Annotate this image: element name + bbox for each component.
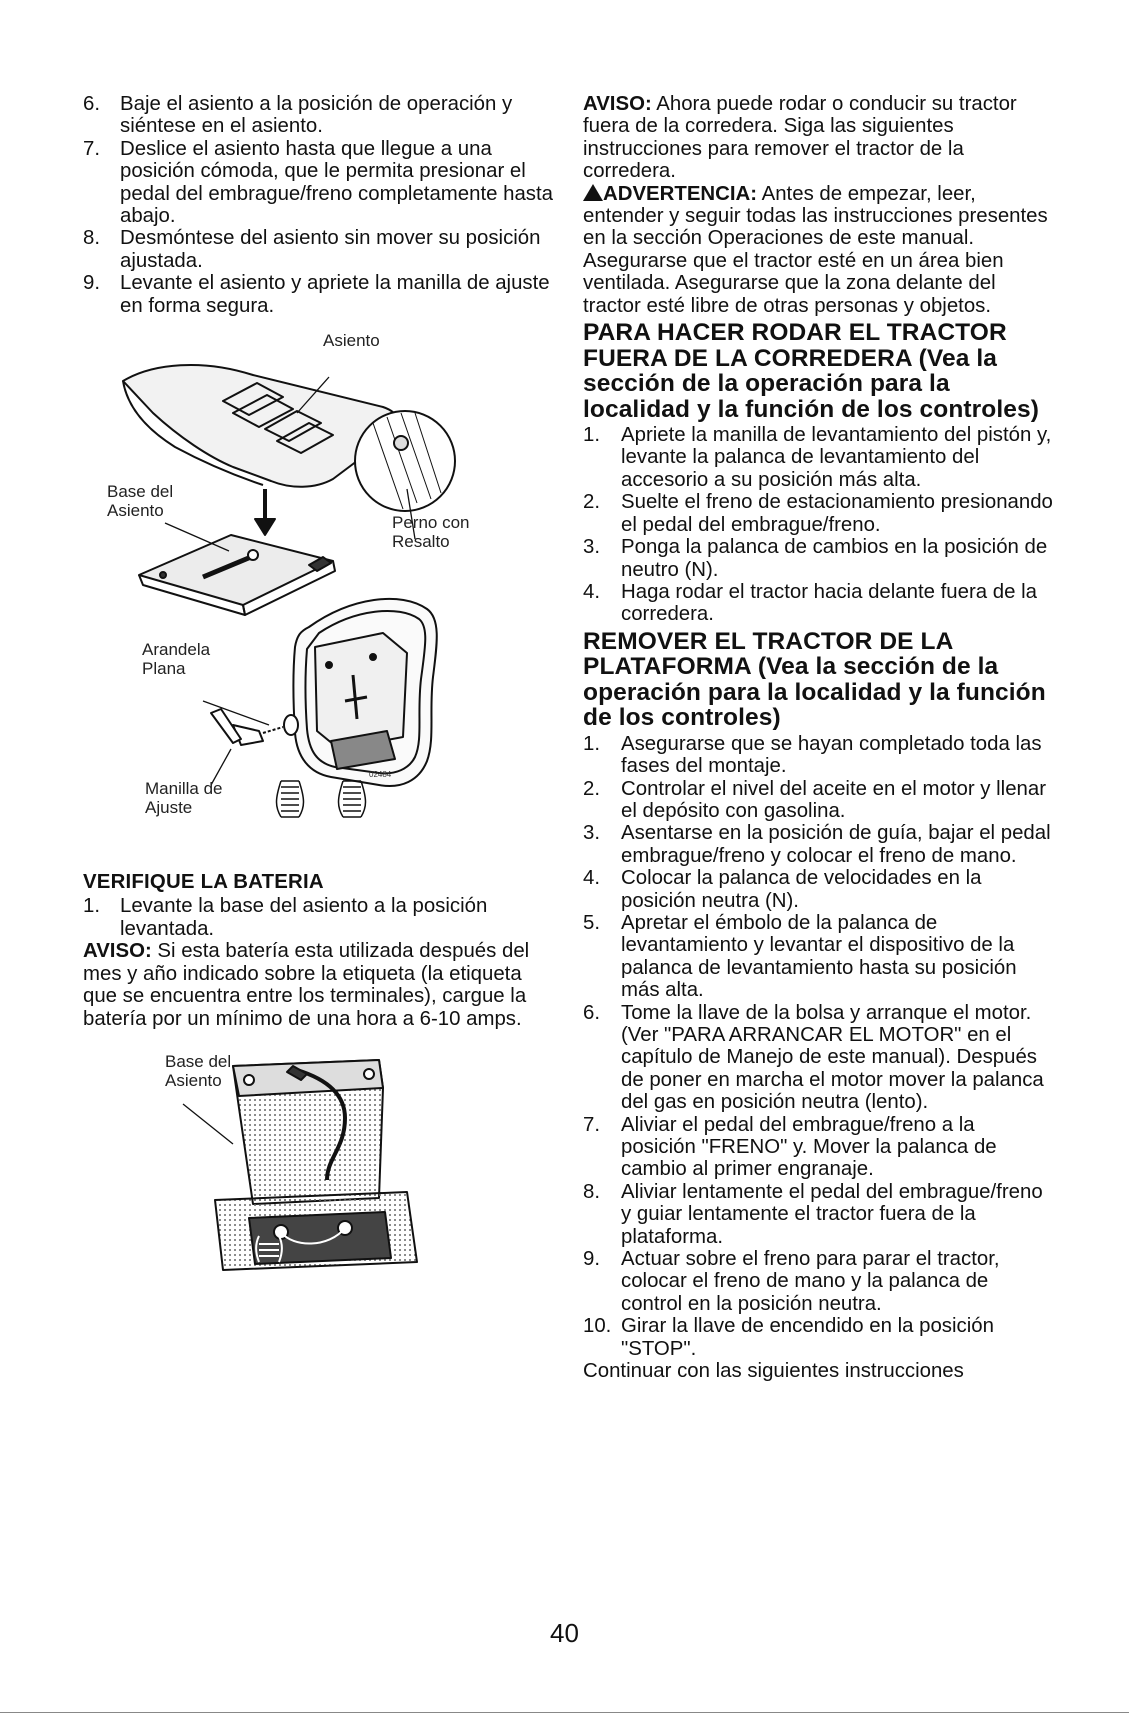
page-number: 40 — [550, 1618, 579, 1648]
label-base-del: Base del — [107, 482, 174, 502]
list-item: 1. Apriete la manilla de levantamiento del pistón y, levante la palanca de levantamiento del accesorio a su posición más alta. — [583, 424, 1052, 491]
label-asiento-2: Asiento — [107, 501, 164, 521]
roll-off-steps — [583, 424, 1053, 626]
list-item: 3. Ponga la palanca de cambios en la posición de neutro (N). — [583, 536, 1048, 581]
battery-figure — [83, 1048, 553, 1318]
bottom-rule — [0, 1712, 1129, 1713]
seat-adjust-steps — [83, 93, 553, 317]
list-item: 1. Levante la base del asiento a la posición levantada. — [83, 895, 488, 940]
list-item: 2. Suelte el freno de estacionamiento presionando el pedal del embrague/freno. — [583, 491, 1053, 536]
label-base-del: Base del — [165, 1051, 232, 1071]
label-arandela: Arandela — [142, 640, 211, 660]
list-item: 1. Asegurarse que se hayan completado toda las fases del montaje. — [583, 732, 1042, 778]
battery-heading: VERIFIQUE LA BATERIA — [83, 871, 324, 894]
list-item: 4. Colocar la palanca de velocidades en la posición neutra (N). — [583, 867, 982, 912]
label-manilla-de: Manilla de — [145, 779, 223, 799]
label-plana: Plana — [142, 659, 186, 679]
label-ajuste: Ajuste — [145, 798, 193, 818]
label-perno-con: Perno con — [392, 513, 470, 533]
section-heading-remove-platform: REMOVER EL TRACTOR DE LA PLATAFORMA (Vea la sección de la operación para la localidad y la función de los controles) — [583, 627, 1046, 732]
list-item: 7. Aliviar el pedal del embrague/freno a la posición "FRENO" y. Mover la palanca de cambio al primer engranaje. — [583, 1113, 997, 1181]
list-item: 9. Actuar sobre el freno para parar el tractor, colocar el freno de mano y la palanca de control en la posición neutra. — [583, 1248, 1000, 1315]
closing-text: Continuar con las siguientes instrucciones — [583, 1360, 964, 1383]
list-item: 9. Levante el asiento y apriete la manilla de ajuste en forma segura. — [83, 272, 550, 317]
list-item: 8. Aliviar lentamente el pedal del embrague/freno y guiar lentamente el tractor fuera de la plataforma. — [583, 1180, 1043, 1248]
seat-assembly-figure — [83, 329, 553, 849]
label-asiento: Asiento — [165, 1070, 222, 1090]
label-asiento: Asiento — [323, 331, 380, 351]
list-item: 6. Baje el asiento a la posición de operación y siéntese en el asiento. — [83, 93, 513, 138]
list-item: 2. Controlar el nivel del aceite en el motor y llenar el depósito con gasolina. — [583, 777, 1047, 822]
list-item: 6. Tome la llave de la bolsa y arranque el motor. (Ver "PARA ARRANCAR EL MOTOR" en el capítulo de Manejo de este manual). Después de poner en marcha el motor mover la palanca del gas en posición neutra (lento). — [583, 1001, 1044, 1114]
warning-paragraph: ADVERTENCIA: Antes de empezar, leer, entender y seguir todas las instrucciones presentes en la sección Operaciones de este manual. Asegurarse que el tractor esté en un área bien ventilada. Asegurarse que la zona delante del tractor esté libre de otras personas y objetos. — [583, 182, 1048, 317]
section-heading-roll-off: PARA HACER RODAR EL TRACTOR FUERA DE LA CORREDERA (Vea la sección de la operación para la localidad y la función de los controles) — [583, 319, 1039, 423]
warning-icon — [583, 184, 603, 201]
aviso-paragraph: AVISO: Ahora puede rodar o conducir su tractor fuera de la corredera. Siga las siguientes instrucciones para remover el tractor de la corredera. — [583, 93, 1017, 183]
list-item: 8. Desmóntese del asiento sin mover su posición ajustada. — [83, 227, 541, 272]
figure-code: 02484 — [369, 770, 392, 780]
list-item: 7. Deslice el asiento hasta que llegue a una posición cómoda, que le permita presionar el pedal del embrague/freno completamente hasta abajo. — [83, 137, 554, 228]
right-column — [583, 93, 1053, 1383]
battery-notice: AVISO: Si esta batería esta utilizada después del mes y año indicado sobre la etiqueta (la etiqueta que se encuentra entre los terminales), cargue la batería por un mínimo de una hora a 6-10 amps. — [83, 940, 530, 1030]
list-item: 4. Haga rodar el tractor hacia delante fuera de la corredera. — [583, 580, 1037, 626]
remove-platform-steps — [583, 733, 1053, 1360]
list-item: 10. Girar la llave de encendido en la posición "STOP". — [583, 1315, 994, 1360]
list-item: 5. Apretar el émbolo de la palanca de levantamiento y levantar el dispositivo de la palanca de levantamiento hasta su posición más alta. — [583, 911, 1017, 1002]
list-item: 3. Asentarse en la posición de guía, bajar el pedal embrague/freno y colocar el freno de mano. — [583, 822, 1051, 867]
battery-steps — [83, 895, 553, 940]
label-resalto: Resalto — [392, 532, 450, 552]
seat-assembly-drawing — [83, 329, 553, 849]
left-column — [83, 93, 553, 1318]
battery-drawing — [83, 1048, 553, 1318]
